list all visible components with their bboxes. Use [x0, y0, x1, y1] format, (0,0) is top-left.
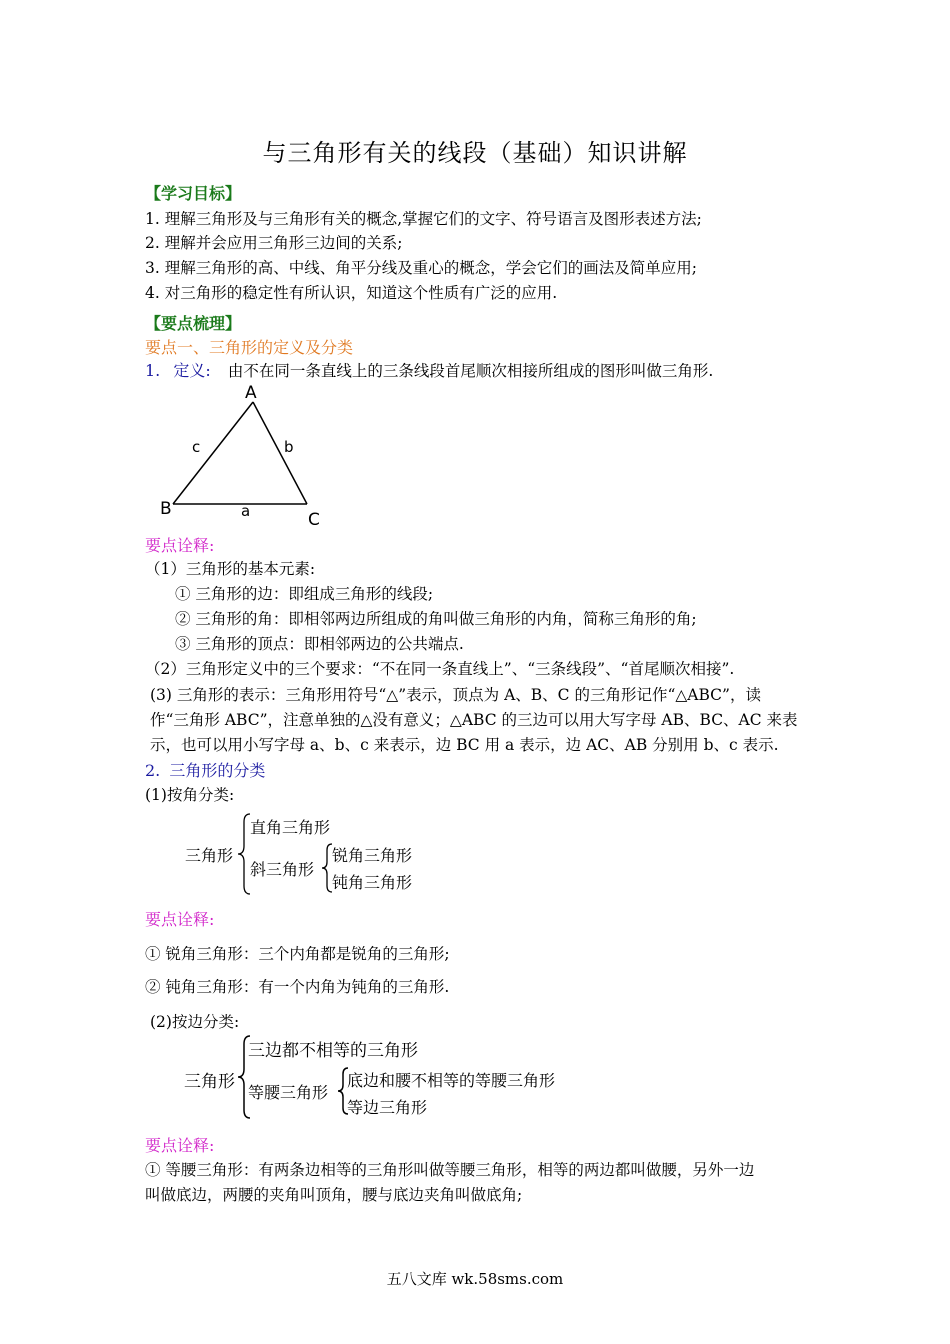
note-line: （2）三角形定义中的三个要求：“不在同一条直线上”、“三条线段”、“首尾顺次相接”.	[145, 660, 735, 678]
vertex-b-label: B	[160, 499, 172, 519]
right-triangle-label: 直角三角形	[250, 818, 331, 837]
definition-number: 1.	[145, 361, 161, 380]
goal-item: 4. 对三角形的稳定性有所认识，知道这个性质有广泛的应用.	[145, 284, 558, 302]
note-label: 要点诠释:	[145, 1136, 215, 1155]
goal-item: 3. 理解三角形的高、中线、角平分线及重心的概念，学会它们的画法及简单应用;	[145, 259, 697, 277]
definition-text: 由不在同一条直线上的三条线段首尾顺次相接所组成的图形叫做三角形.	[227, 362, 714, 380]
note-line: 作“三角形 ABC”，注意单独的△没有意义；△ABC 的三边可以用大写字母 AB、BC、AC 来表	[150, 711, 798, 729]
side-b-label: b	[284, 438, 294, 456]
goals-heading: 【学习目标】	[145, 184, 242, 203]
note-line: ① 锐角三角形：三个内角都是锐角的三角形;	[145, 945, 450, 963]
by-side-label: (2)按边分类:	[150, 1013, 240, 1031]
side-root: 三角形	[184, 1072, 235, 1092]
goal-item: 2. 理解并会应用三角形三边间的关系;	[145, 234, 403, 252]
side-b-line	[253, 402, 307, 504]
by-angle-label: (1)按角分类:	[145, 786, 235, 804]
isosceles-label: 等腰三角形	[248, 1083, 329, 1102]
note-line: ③ 三角形的顶点：即相邻两边的公共端点.	[175, 635, 464, 653]
acute-triangle-label: 锐角三角形	[332, 846, 413, 865]
goal-item: 1. 理解三角形及与三角形有关的概念,掌握它们的文字、符号语言及图形表述方法;	[145, 210, 702, 228]
note-line: 示，也可以用小写字母 a、b、c 来表示，边 BC 用 a 表示，边 AC、AB 分别用 b、c 表示.	[150, 736, 779, 754]
note-line: ① 等腰三角形：有两条边相等的三角形叫做等腰三角形，相等的两边都叫做腰，另外一边	[145, 1161, 755, 1179]
obtuse-triangle-label: 钝角三角形	[332, 873, 413, 892]
side-a-label: a	[241, 502, 251, 520]
side-c-label: c	[192, 438, 201, 456]
page-title: 与三角形有关的线段（基础）知识讲解	[262, 139, 688, 167]
side-c-line	[173, 402, 253, 504]
equilateral-label: 等边三角形	[347, 1098, 428, 1117]
note-label: 要点诠释:	[145, 910, 215, 929]
note-line: （1）三角形的基本元素:	[145, 560, 316, 578]
note-label: 要点诠释:	[145, 536, 215, 555]
triangle-figure	[140, 380, 340, 530]
vertex-a-label: A	[245, 383, 257, 403]
footer-watermark: 五八文库 wk.58sms.com	[386, 1270, 564, 1288]
scalene-label: 三边都不相等的三角形	[248, 1041, 418, 1061]
note-line: (3) 三角形的表示：三角形用符号“△”表示，顶点为 A、B、C 的三角形记作“△ABC”，读	[150, 686, 761, 704]
note-line: ① 三角形的边：即组成三角形的线段;	[175, 585, 434, 603]
classification-number: 2.	[145, 761, 161, 780]
note-line: ② 三角形的角：即相邻两边所组成的角叫做三角形的内角，简称三角形的角;	[175, 610, 697, 628]
iso-non-equilateral-label: 底边和腰不相等的等腰三角形	[347, 1071, 556, 1090]
classification-label: 三角形的分类	[169, 761, 266, 780]
vertex-c-label: C	[308, 510, 320, 530]
points-heading: 【要点梳理】	[145, 314, 242, 333]
note-line: 叫做底边，两腰的夹角叫顶角，腰与底边夹角叫做底角;	[145, 1186, 523, 1204]
definition-label: 定义:	[173, 361, 211, 380]
section-heading: 要点一、三角形的定义及分类	[145, 338, 354, 357]
note-line: ② 钝角三角形：有一个内角为钝角的三角形.	[145, 978, 450, 996]
angle-root: 三角形	[185, 846, 234, 865]
classification-heading	[145, 758, 265, 781]
definition-line	[145, 358, 713, 381]
oblique-triangle-label: 斜三角形	[250, 860, 315, 879]
